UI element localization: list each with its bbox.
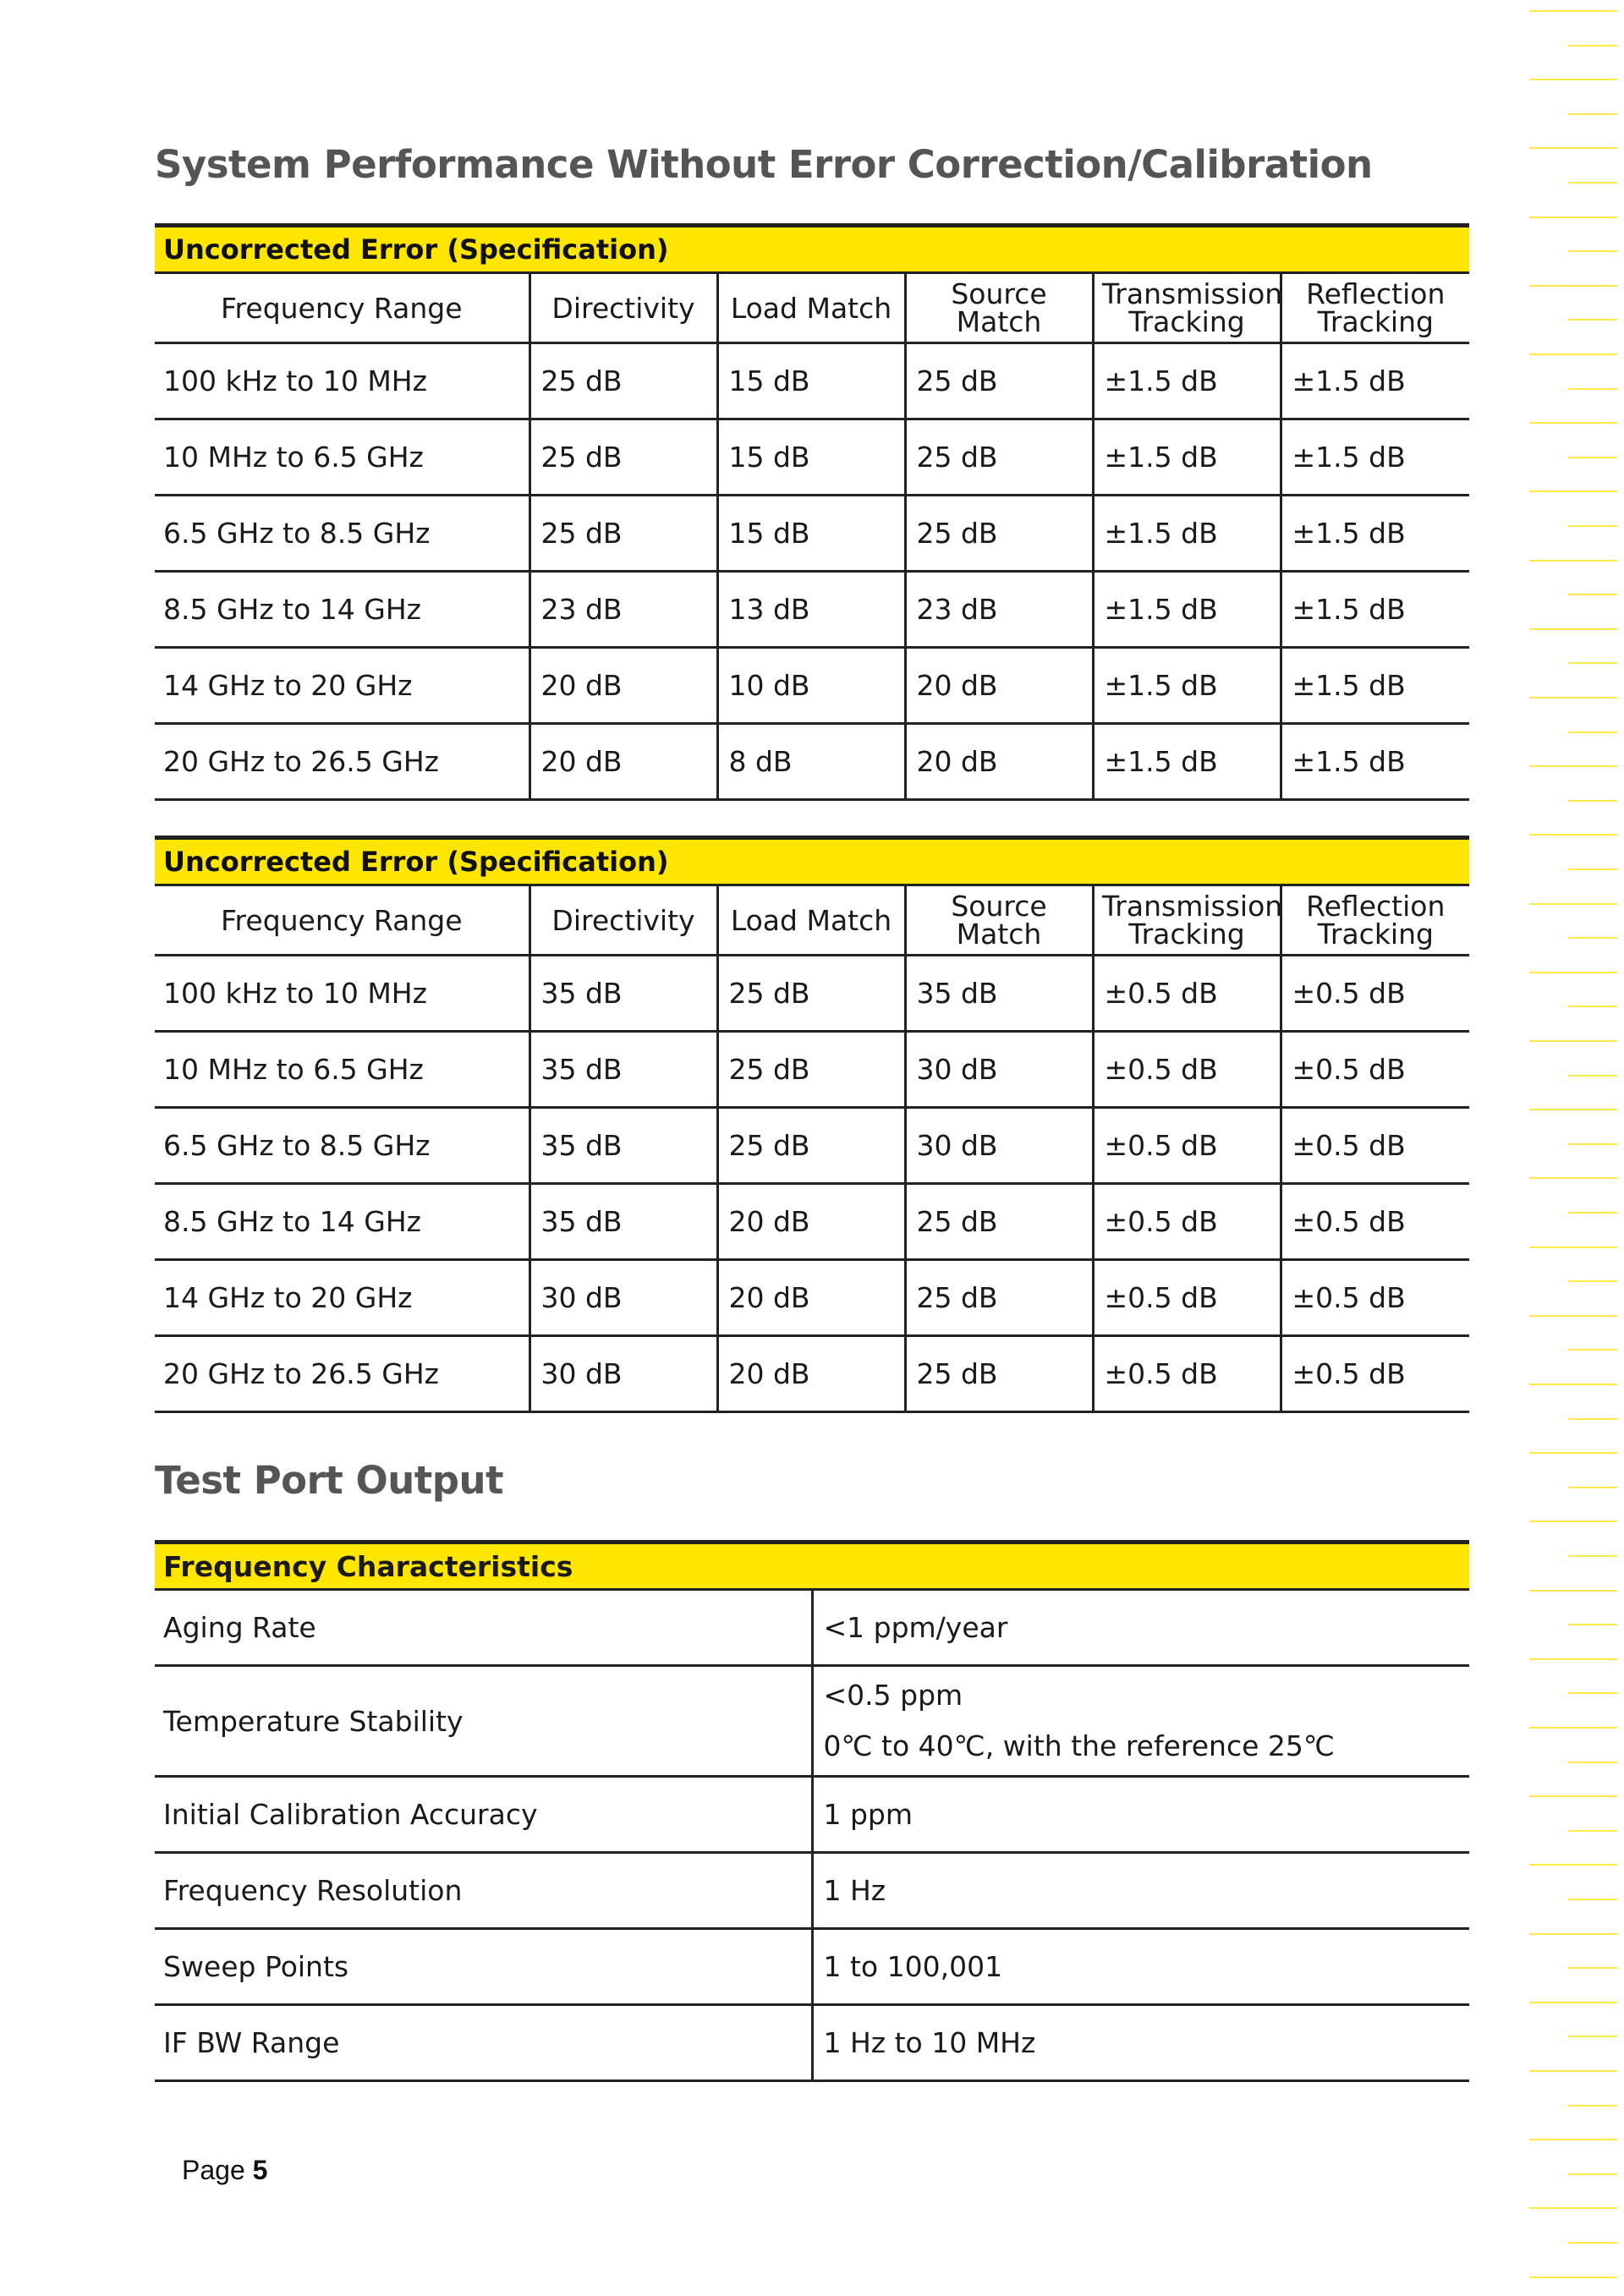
decorative-stripe [1568, 1349, 1617, 1351]
cell-source-match: 20 dB [905, 724, 1093, 800]
decorative-stripe [1568, 525, 1617, 527]
cell-directivity: 35 dB [529, 1184, 717, 1260]
col-header-source-match: Source Match [905, 273, 1093, 343]
spec-label: Initial Calibration Accuracy [155, 1777, 812, 1853]
cell-load-match: 13 dB [717, 572, 905, 648]
decorative-stripe [1529, 628, 1617, 630]
table-row [155, 419, 1469, 496]
cell-load-match: 10 dB [717, 648, 905, 724]
col-header-source-match: Source Match [905, 885, 1093, 956]
page-number: 5 [252, 2155, 268, 2185]
table-row [155, 1032, 1469, 1108]
decorative-stripe [1529, 765, 1617, 767]
cell-source-match: 23 dB [905, 572, 1093, 648]
table-row [155, 496, 1469, 572]
decorative-stripe [1529, 216, 1617, 218]
col-header-transmission-tracking: Transmission Tracking [1093, 273, 1281, 343]
cell-directivity: 25 dB [529, 419, 717, 496]
decorative-stripe-border [1522, 0, 1624, 2296]
decorative-stripe [1568, 1006, 1617, 1007]
table-caption: Uncorrected Error (Specification) [155, 838, 1469, 885]
cell-reflection-tracking: ±0.5 dB [1281, 1260, 1469, 1336]
cell-reflection-tracking: ±1.5 dB [1281, 419, 1469, 496]
decorative-stripe [1568, 319, 1617, 321]
cell-source-match: 35 dB [905, 956, 1093, 1032]
decorative-stripe [1568, 45, 1617, 47]
col-header-frequency-range: Frequency Range [155, 273, 529, 343]
cell-load-match: 20 dB [717, 1260, 905, 1336]
decorative-stripe [1568, 662, 1617, 664]
table-row [155, 343, 1469, 419]
page-footer [182, 2155, 267, 2186]
decorative-stripe [1568, 1692, 1617, 1694]
cell-source-match: 20 dB [905, 648, 1093, 724]
cell-directivity: 20 dB [529, 648, 717, 724]
spec-label: IF BW Range [155, 2005, 812, 2081]
decorative-stripe [1529, 2139, 1617, 2140]
cell-reflection-tracking: ±0.5 dB [1281, 956, 1469, 1032]
cell-directivity: 35 dB [529, 956, 717, 1032]
decorative-stripe [1529, 560, 1617, 562]
cell-frequency-range: 100 kHz to 10 MHz [155, 343, 529, 419]
cell-directivity: 25 dB [529, 343, 717, 419]
spec-value: 1 to 100,001 [812, 1929, 1469, 2005]
cell-directivity: 25 dB [529, 496, 717, 572]
decorative-stripe [1529, 697, 1617, 699]
cell-frequency-range: 10 MHz to 6.5 GHz [155, 419, 529, 496]
decorative-stripe [1568, 1899, 1617, 1900]
cell-transmission-tracking: ±0.5 dB [1093, 1108, 1281, 1184]
cell-source-match: 25 dB [905, 1184, 1093, 1260]
decorative-stripe [1529, 1864, 1617, 1866]
decorative-stripe [1529, 1521, 1617, 1522]
decorative-stripe [1568, 2242, 1617, 2244]
cell-transmission-tracking: ±0.5 dB [1093, 1032, 1281, 1108]
decorative-stripe [1529, 1727, 1617, 1729]
spec-value: <1 ppm/year [812, 1590, 1469, 1666]
cell-reflection-tracking: ±0.5 dB [1281, 1336, 1469, 1412]
cell-directivity: 20 dB [529, 724, 717, 800]
decorative-stripe [1529, 1177, 1617, 1179]
table-row [155, 1666, 1469, 1777]
cell-frequency-range: 100 kHz to 10 MHz [155, 956, 529, 1032]
table-row [155, 1336, 1469, 1412]
col-header-load-match: Load Match [717, 273, 905, 343]
cell-reflection-tracking: ±1.5 dB [1281, 496, 1469, 572]
decorative-stripe [1529, 1933, 1617, 1935]
decorative-stripe [1529, 2277, 1617, 2278]
cell-frequency-range: 20 GHz to 26.5 GHz [155, 1336, 529, 1412]
spec-label: Frequency Resolution [155, 1853, 812, 1929]
decorative-stripe [1568, 1830, 1617, 1832]
decorative-stripe [1529, 1658, 1617, 1660]
cell-load-match: 20 dB [717, 1336, 905, 1412]
decorative-stripe [1568, 1487, 1617, 1488]
table-row [155, 572, 1469, 648]
cell-frequency-range: 6.5 GHz to 8.5 GHz [155, 496, 529, 572]
cell-source-match: 25 dB [905, 343, 1093, 419]
cell-reflection-tracking: ±0.5 dB [1281, 1184, 1469, 1260]
spec-value-line: 0℃ to 40℃, with the reference 25℃ [823, 1729, 1335, 1762]
cell-transmission-tracking: ±1.5 dB [1093, 572, 1281, 648]
decorative-stripe [1568, 2173, 1617, 2175]
decorative-stripe [1568, 2036, 1617, 2037]
spec-value [812, 1666, 1469, 1777]
col-header-directivity: Directivity [529, 885, 717, 956]
col-header-load-match: Load Match [717, 885, 905, 956]
decorative-stripe [1568, 1418, 1617, 1420]
cell-frequency-range: 8.5 GHz to 14 GHz [155, 572, 529, 648]
decorative-stripe [1529, 2070, 1617, 2072]
table-row [155, 1108, 1469, 1184]
table-header-row [155, 273, 1469, 343]
cell-frequency-range: 6.5 GHz to 8.5 GHz [155, 1108, 529, 1184]
decorative-stripe [1568, 594, 1617, 595]
decorative-stripe [1568, 869, 1617, 870]
cell-transmission-tracking: ±0.5 dB [1093, 1260, 1281, 1336]
table-row [155, 1777, 1469, 1853]
cell-reflection-tracking: ±1.5 dB [1281, 724, 1469, 800]
table-row [155, 648, 1469, 724]
cell-reflection-tracking: ±1.5 dB [1281, 343, 1469, 419]
decorative-stripe [1568, 937, 1617, 939]
cell-transmission-tracking: ±1.5 dB [1093, 343, 1281, 419]
cell-transmission-tracking: ±0.5 dB [1093, 1336, 1281, 1412]
decorative-stripe [1529, 1590, 1617, 1592]
decorative-stripe [1568, 1762, 1617, 1763]
section-title-test-port-output: Test Port Output [155, 1458, 504, 1503]
decorative-stripe [1529, 1247, 1617, 1248]
decorative-stripe [1529, 834, 1617, 836]
decorative-stripe [1568, 1967, 1617, 1969]
decorative-stripe [1568, 182, 1617, 184]
decorative-stripe [1529, 1109, 1617, 1110]
cell-reflection-tracking: ±1.5 dB [1281, 572, 1469, 648]
decorative-stripe [1568, 388, 1617, 390]
section-title-system-performance: System Performance Without Error Correction/Calibration [155, 142, 1373, 187]
table-row [155, 1929, 1469, 2005]
cell-load-match: 20 dB [717, 1184, 905, 1260]
table-header-row [155, 885, 1469, 956]
decorative-stripe [1529, 1795, 1617, 1797]
decorative-stripe [1529, 147, 1617, 149]
cell-load-match: 15 dB [717, 419, 905, 496]
decorative-stripe [1568, 250, 1617, 252]
cell-transmission-tracking: ±0.5 dB [1093, 1184, 1281, 1260]
col-header-reflection-tracking: Reflection Tracking [1281, 885, 1469, 956]
cell-frequency-range: 8.5 GHz to 14 GHz [155, 1184, 529, 1260]
col-header-transmission-tracking: Transmission Tracking [1093, 885, 1281, 956]
table-caption-row [155, 226, 1469, 273]
frequency-characteristics-table [155, 1540, 1469, 2082]
spec-label: Temperature Stability [155, 1666, 812, 1777]
cell-transmission-tracking: ±1.5 dB [1093, 496, 1281, 572]
cell-transmission-tracking: ±1.5 dB [1093, 648, 1281, 724]
decorative-stripe [1568, 2105, 1617, 2107]
table-row [155, 2005, 1469, 2081]
uncorrected-error-table-1 [155, 223, 1469, 801]
cell-load-match: 25 dB [717, 1032, 905, 1108]
decorative-stripe [1568, 1624, 1617, 1625]
cell-directivity: 35 dB [529, 1108, 717, 1184]
cell-source-match: 25 dB [905, 496, 1093, 572]
spec-value: 1 ppm [812, 1777, 1469, 1853]
spec-value: 1 Hz [812, 1853, 1469, 1929]
table-row [155, 1184, 1469, 1260]
table-caption-row [155, 838, 1469, 885]
spec-value-line: <0.5 ppm [823, 1679, 963, 1712]
cell-transmission-tracking: ±1.5 dB [1093, 724, 1281, 800]
table-caption: Frequency Characteristics [155, 1543, 1469, 1590]
decorative-stripe [1529, 422, 1617, 424]
decorative-stripe [1529, 79, 1617, 80]
decorative-stripe [1529, 2002, 1617, 2003]
decorative-stripe [1568, 457, 1617, 458]
cell-frequency-range: 14 GHz to 20 GHz [155, 648, 529, 724]
decorative-stripe [1568, 1075, 1617, 1077]
cell-source-match: 25 dB [905, 419, 1093, 496]
cell-load-match: 25 dB [717, 956, 905, 1032]
cell-source-match: 30 dB [905, 1108, 1093, 1184]
uncorrected-error-table-2 [155, 836, 1469, 1413]
cell-load-match: 25 dB [717, 1108, 905, 1184]
decorative-stripe [1529, 1315, 1617, 1317]
col-header-reflection-tracking: Reflection Tracking [1281, 273, 1469, 343]
cell-load-match: 15 dB [717, 343, 905, 419]
decorative-stripe [1529, 10, 1617, 12]
decorative-stripe [1529, 903, 1617, 905]
cell-reflection-tracking: ±0.5 dB [1281, 1032, 1469, 1108]
decorative-stripe [1568, 113, 1617, 115]
decorative-stripe [1568, 1143, 1617, 1145]
cell-frequency-range: 20 GHz to 26.5 GHz [155, 724, 529, 800]
spec-label: Aging Rate [155, 1590, 812, 1666]
spec-value: 1 Hz to 10 MHz [812, 2005, 1469, 2081]
table-row [155, 1853, 1469, 1929]
table-row [155, 1590, 1469, 1666]
cell-source-match: 30 dB [905, 1032, 1093, 1108]
table-row [155, 1260, 1469, 1336]
cell-load-match: 15 dB [717, 496, 905, 572]
decorative-stripe [1529, 1384, 1617, 1385]
table-row [155, 724, 1469, 800]
cell-transmission-tracking: ±1.5 dB [1093, 419, 1281, 496]
cell-frequency-range: 10 MHz to 6.5 GHz [155, 1032, 529, 1108]
decorative-stripe [1568, 732, 1617, 733]
decorative-stripe [1529, 972, 1617, 973]
decorative-stripe [1529, 353, 1617, 355]
cell-directivity: 23 dB [529, 572, 717, 648]
table-caption-row [155, 1543, 1469, 1590]
table-row [155, 956, 1469, 1032]
decorative-stripe [1568, 800, 1617, 802]
cell-source-match: 25 dB [905, 1336, 1093, 1412]
cell-directivity: 30 dB [529, 1260, 717, 1336]
decorative-stripe [1568, 1280, 1617, 1282]
decorative-stripe [1529, 2207, 1617, 2209]
col-header-frequency-range: Frequency Range [155, 885, 529, 956]
cell-directivity: 30 dB [529, 1336, 717, 1412]
page-label: Page [182, 2155, 245, 2185]
spec-label: Sweep Points [155, 1929, 812, 2005]
decorative-stripe [1529, 1452, 1617, 1454]
decorative-stripe [1568, 1555, 1617, 1557]
cell-reflection-tracking: ±1.5 dB [1281, 648, 1469, 724]
col-header-directivity: Directivity [529, 273, 717, 343]
decorative-stripe [1529, 490, 1617, 492]
decorative-stripe [1568, 1212, 1617, 1214]
cell-reflection-tracking: ±0.5 dB [1281, 1108, 1469, 1184]
cell-directivity: 35 dB [529, 1032, 717, 1108]
decorative-stripe [1529, 1040, 1617, 1042]
cell-transmission-tracking: ±0.5 dB [1093, 956, 1281, 1032]
cell-source-match: 25 dB [905, 1260, 1093, 1336]
cell-load-match: 8 dB [717, 724, 905, 800]
table-caption: Uncorrected Error (Specification) [155, 226, 1469, 273]
decorative-stripe [1529, 285, 1617, 287]
cell-frequency-range: 14 GHz to 20 GHz [155, 1260, 529, 1336]
